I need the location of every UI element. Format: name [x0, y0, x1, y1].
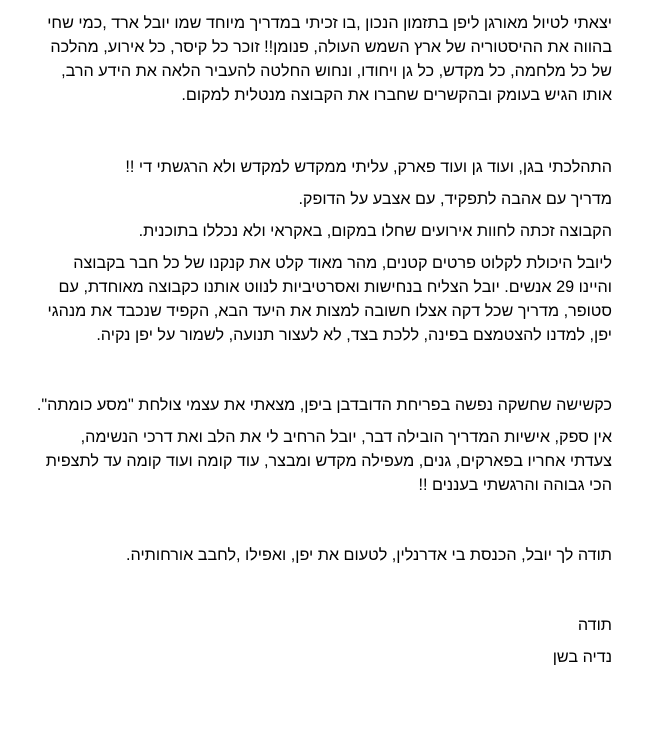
letter-body [36, 11, 612, 669]
paragraph-events: הקבוצה זכתה לחוות אירועים שחלו במקום, באקראי ולא נכללו בתוכנית. [138, 222, 612, 240]
signature-name: נדיה בשן [552, 648, 612, 666]
paragraph-cherry-blossom: כקשישה שחשקה נפשה בפריחת הדובדבן ביפן, מצאתי את עצמי צולחת "מסע כומתה". [36, 396, 612, 414]
paragraph-guide-love: מדריך עם אהבה לתפקיד, עם אצבע על הדופק. [298, 190, 612, 208]
paragraph-thanks: תודה לך יובל, הכנסת בי אדרנלין, לטעום את יפן, ואפילו ,לחבב אורחותיה. [126, 546, 612, 564]
paragraph-gardens: התהלכתי בגן, ועוד גן ועוד פארק, עליתי ממקדש למקדש ולא הרגשתי די !! [125, 158, 612, 176]
paragraph-intro: יצאתי לטיול מאורגן ליפן בתזמון הנכון ,בו זכיתי במדריך מיוחד שמו יובל ארד ,כמי שחי בהווה את ההיסטוריה של ארץ השמש העולה, פנומן!! זוכר כל קיסר, כל אירוע, מהלכה של כל מלחמה, כל מקדש, כל גן ויחודו, ונחוש החלטה להעביר הלאה את הידע הרב, אותו הגיש בעומק ובהקשרים שחברו את הקבוצה מנטלית למקום. [47, 14, 612, 104]
paragraph-details: ליובל היכולת לקלוט פרטים קטנים, מהר מאוד קלט את קנקנו של כל חבר בקבוצה והיינו 29 אנשים. יובל הצליח בנחישות ואסרטיביות לנווט אותנו כקבוצה מאוחדת, עם סטופר, מדריך שכל דקה אצלו חשובה למצות את היעד הבא, הקפיד שנכבד את מנהגי יפן, למדנו להצטמצם בפינה, ללכת בצד, לא לעצור תנועה, לשמור על יפן נקיה. [47, 254, 612, 344]
closing-text: תודה [577, 616, 612, 634]
paragraph-personality: אין ספק, אישיות המדריך הובילה דבר, יובל הרחיב לי את הלב ואת דרכי הנשימה, צעדתי אחריו בפארקים, גנים, מעפילה מקדש ומבצר, עוד קומה ועוד קומה עד לתצפית הכי גבוהה והרגשתי בעננים !! [45, 428, 612, 494]
